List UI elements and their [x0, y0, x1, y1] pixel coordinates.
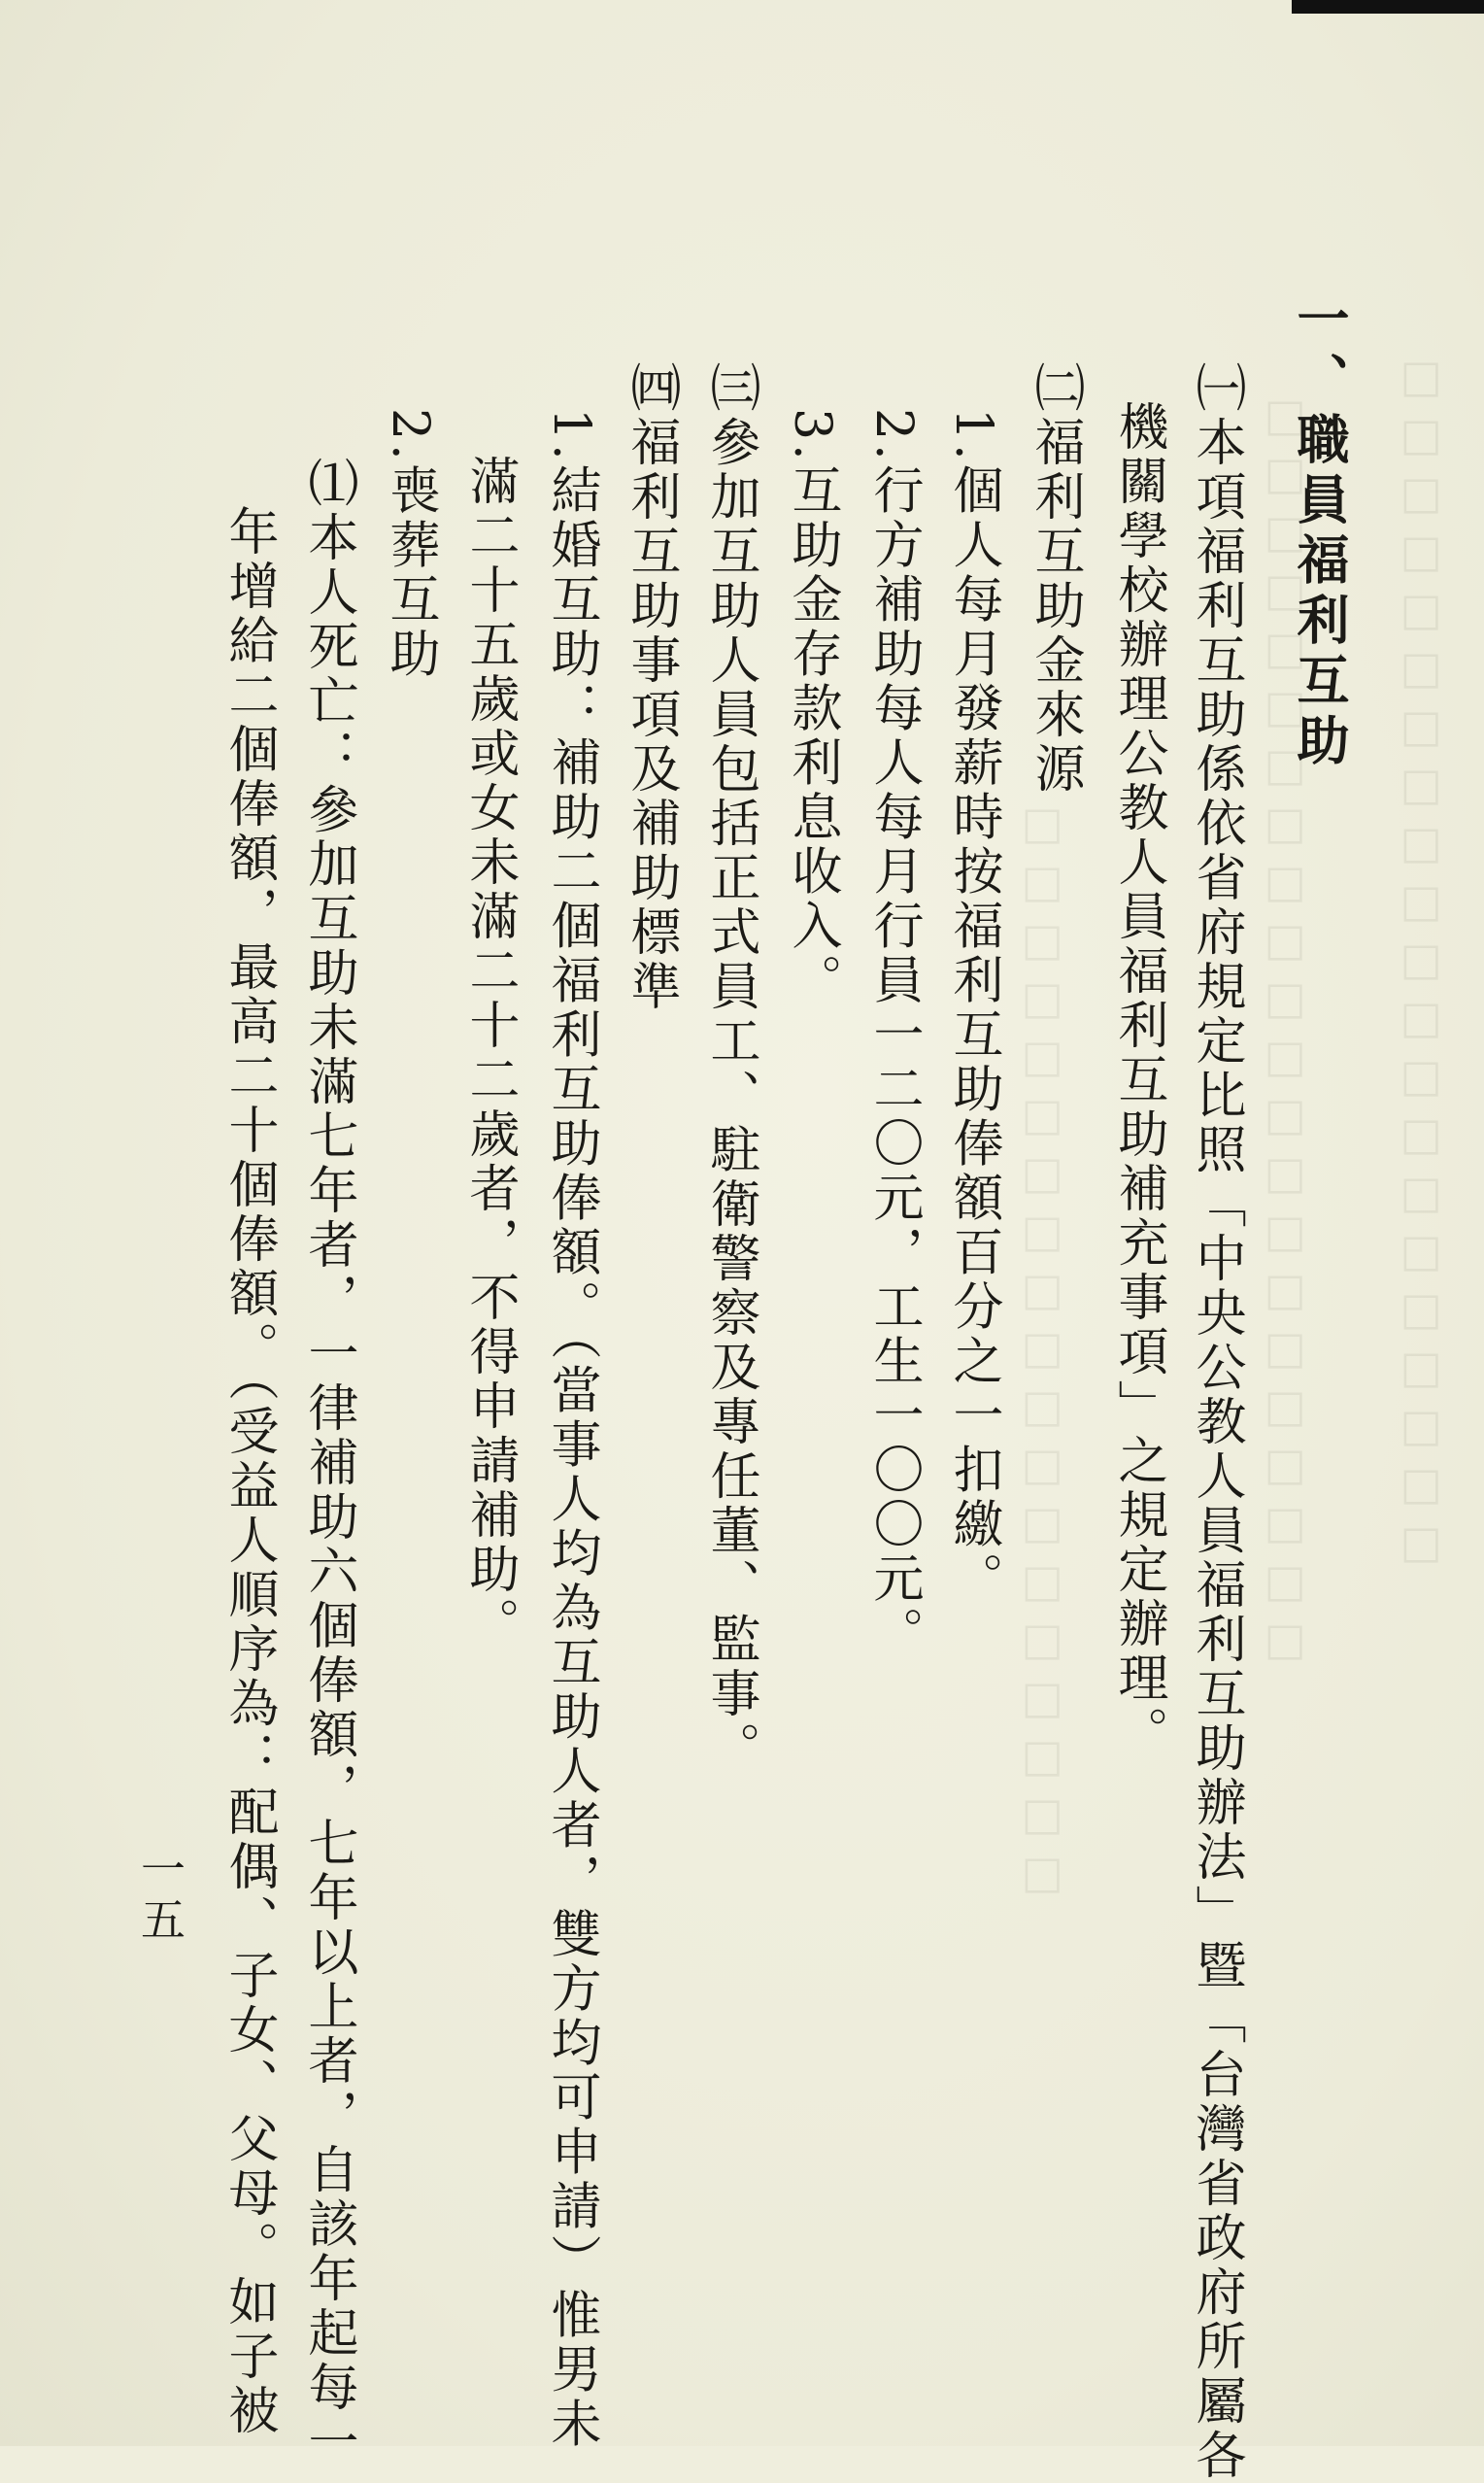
section-heading: 一、職員福利互助	[1289, 291, 1351, 773]
paragraph-line-13: 年增給二個俸額，最高二十個俸額。（受益人順序為：配偶、子女、父母。如子被	[219, 505, 278, 2438]
paragraph-line-11: 2.喪葬互助	[381, 408, 439, 682]
paragraph-line-10: 滿二十五歲或女未滿二十二歲者，不得申請補助。	[460, 455, 519, 1651]
page-number: 一五	[134, 1846, 186, 1947]
paragraph-line-5: 2.行方補助每人每月行員一二〇元，工生一〇〇元。	[864, 408, 923, 1661]
show-through-text: □□□□□□□□□□□□□□□□□□□	[1016, 797, 1068, 1904]
paragraph-line-8: ㈣福利互助事項及補助標準	[622, 361, 680, 1014]
show-through-text: □□□□□□□□□□□□□□□□□□□□□□	[1259, 389, 1311, 1671]
paragraph-line-12: ⑴本人死亡：參加互助未滿七年者，一律補助六個俸額，七年以上者，自該年起每一	[299, 457, 357, 2469]
paragraph-line-4: 1.個人每月發薪時按福利互助俸額百分之一扣繳。	[944, 408, 1002, 1607]
paragraph-line-6: 3.互助金存款利息收入。	[783, 408, 841, 1008]
paragraph-line-3: ㈡福利互助金來源	[1026, 361, 1084, 797]
show-through-text: □□□□□□□□□□□□□□□□□□□□□	[1395, 350, 1447, 1574]
paragraph-line-7: ㈢參加互助人員包括正式員工、駐衛警察及專任董、監事。	[701, 361, 759, 1776]
paragraph-line-9: 1.結婚互助：補助二個福利互助俸額。（當事人均為互助人者，雙方均可申請）惟男未	[542, 408, 600, 2452]
paragraph-line-1: ㈠本項福利互助係依省府規定比照「中央公教人員福利互助辦法」暨「台灣省政府所屬各	[1187, 361, 1245, 2483]
scan-edge	[1292, 0, 1484, 14]
paragraph-line-2: 機關學校辦理公教人員福利互助補充事項」之規定辦理。	[1109, 400, 1167, 1760]
